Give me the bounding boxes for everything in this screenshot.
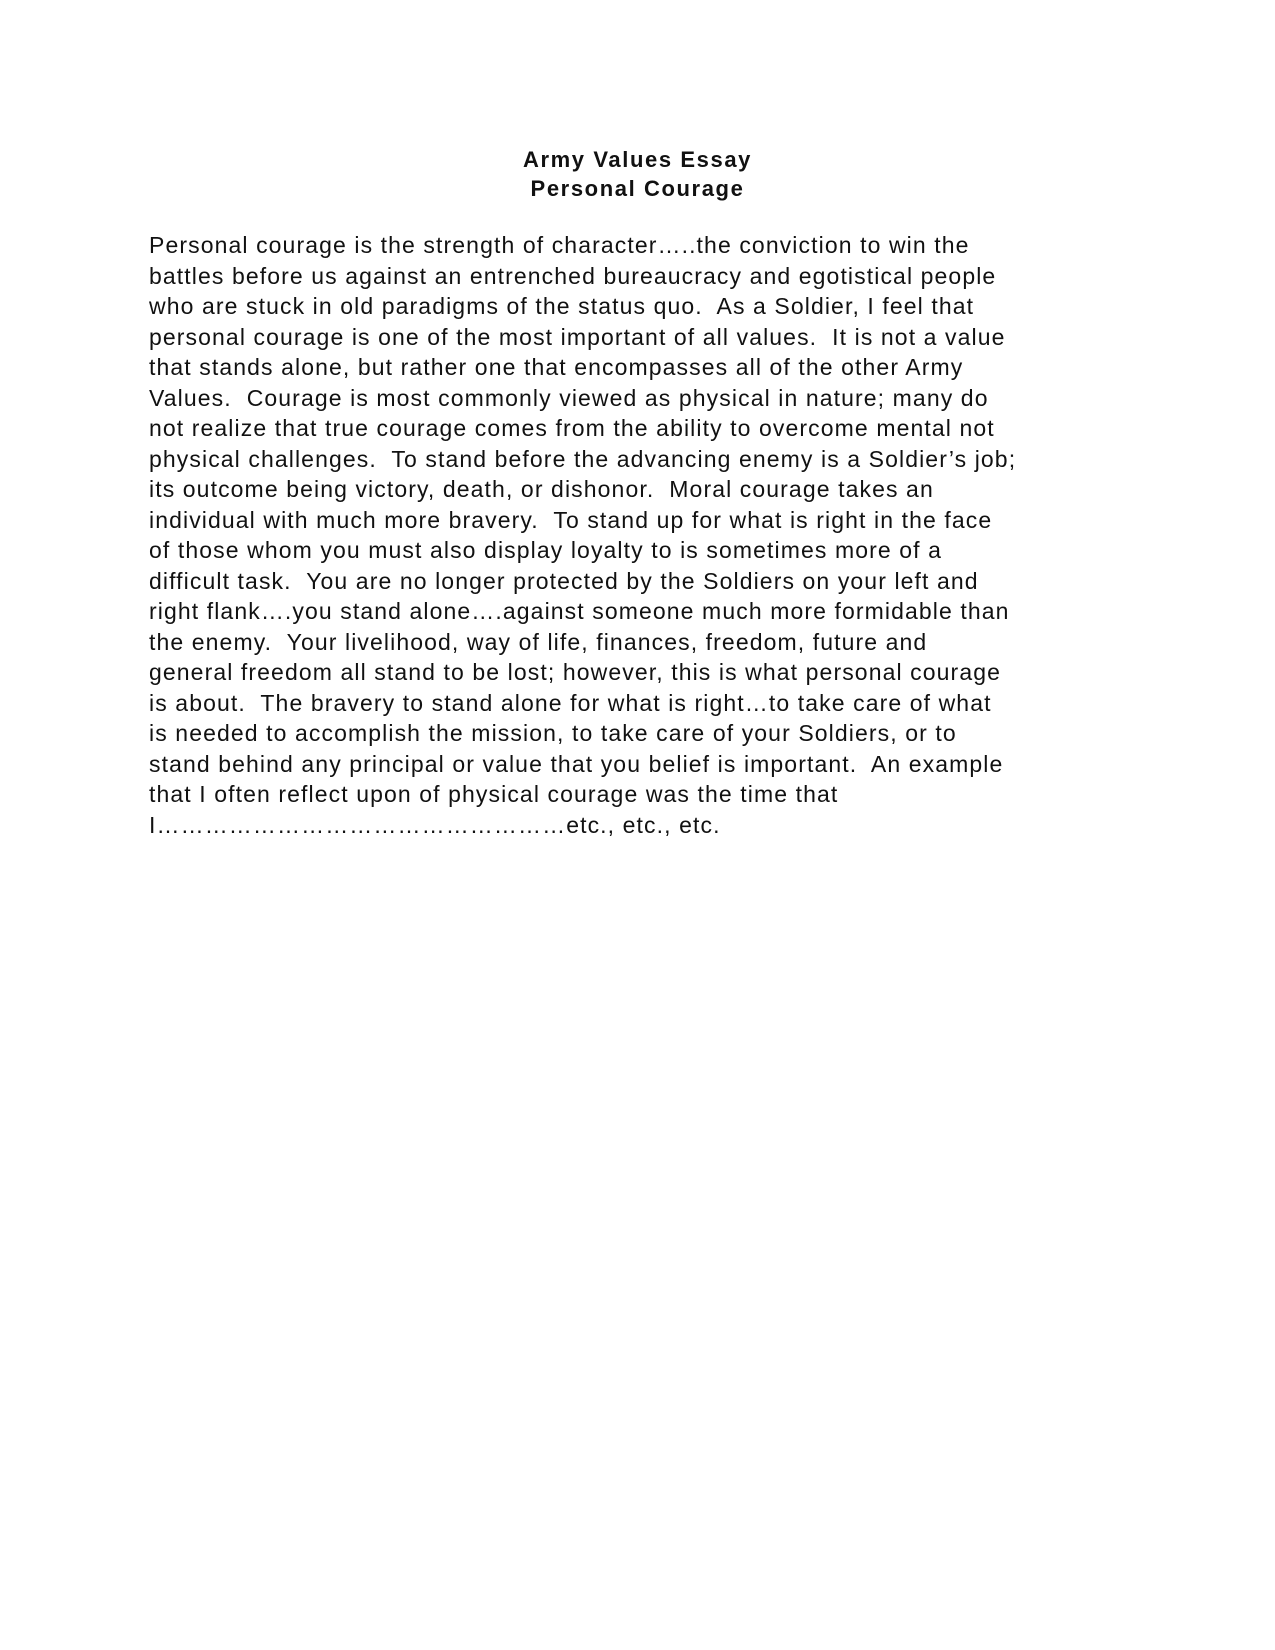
essay-line: general freedom all stand to be lost; however, this is what personal courage (149, 659, 1001, 685)
essay-title: Army Values Essay (522, 147, 752, 172)
essay-line: I……………………………………………etc., etc., etc. (149, 811, 721, 838)
title-block (0, 145, 1275, 203)
essay-line: physical challenges. To stand before the advancing enemy is a Soldier’s job; (149, 445, 1017, 472)
essay-line: right flank….you stand alone….against someone much more formidable than (149, 598, 1010, 624)
essay-line: stand behind any principal or value that you belief is important. An example (149, 750, 1004, 777)
essay-line: Values. Courage is most commonly viewed as physical in nature; many do (149, 384, 989, 411)
essay-line: battles before us against an entrenched bureaucracy and egotistical people (149, 262, 997, 289)
essay-line: the enemy. Your livelihood, way of life, finances, freedom, future and (149, 628, 928, 655)
essay-line: difficult task. You are no longer protected by the Soldiers on your left and (149, 567, 979, 594)
essay-line: individual with much more bravery. To stand up for what is right in the face (149, 506, 993, 533)
essay-line: is needed to accomplish the mission, to take care of your Soldiers, or to (149, 720, 957, 746)
essay-line: Personal courage is the strength of character…..the conviction to win the (149, 232, 970, 258)
essay-line: that I often reflect upon of physical courage was the time that (149, 781, 839, 807)
essay-line: is about. The bravery to stand alone for what is right…to take care of what (149, 689, 992, 716)
essay-line: that stands alone, but rather one that encompasses all of the other Army (149, 354, 964, 380)
essay-line: of those whom you must also display loyalty to is sometimes more of a (149, 537, 943, 563)
essay-body (149, 230, 1149, 840)
essay-line: personal courage is one of the most important of all values. It is not a value (149, 323, 1006, 350)
essay-line: its outcome being victory, death, or dishonor. Moral courage takes an (149, 476, 934, 502)
essay-subtitle: Personal Courage (530, 176, 745, 201)
essay-line: who are stuck in old paradigms of the status quo. As a Soldier, I feel that (149, 293, 975, 319)
essay-line: not realize that true courage comes from the ability to overcome mental not (149, 415, 995, 441)
